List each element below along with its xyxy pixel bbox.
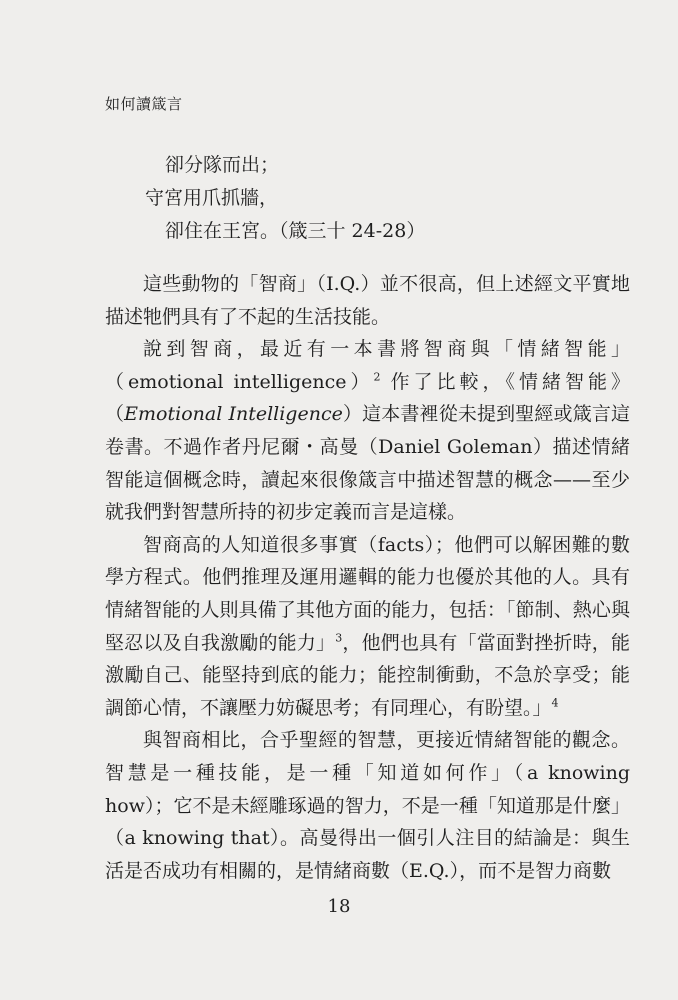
verse-line-1: 卻分隊而出； (165, 154, 280, 176)
paragraph-3-part-2: ，他們也具有「當面對挫折時，能激勵自己、能堅持到底的能力；能控制衝動，不急於享受；能調節心情，不讓壓力妨礙思考；有同理心，有盼望。」 (105, 631, 630, 719)
footnote-ref-3: 3 (335, 631, 343, 645)
footnote-ref-2: 2 (373, 370, 381, 384)
paragraph-2-part-1: 說到智商，最近有一本書將智商與「情緒智能」（emotional intelligence） (105, 338, 630, 393)
paragraph-4: 與智商相比，合乎聖經的智慧，更接近情緒智能的觀念。智慧是一種技能，是一種「知道如何作」（a knowing how）；它不是未經雕琢過的智力，不是一種「知道那是什麼」（a knowing that）。高曼得出一個引人注目的結論是：與生活是否成功有相關的，是情緒商數（E.Q.），而不是智力商數 (105, 729, 630, 882)
paragraph-3-part-1: 智商高的人知道很多事實（facts）；他們可以解困難的數學方程式。他們推理及運用邏輯的能力也優於其他的人。具有情緒智能的人則具備了其他方面的能力，包括：「節制、熱心與堅忍以及自我激勵的能力」 (105, 533, 630, 654)
body-text (105, 268, 630, 887)
book-title-italic: Emotional Intelligence (124, 403, 343, 426)
paragraph-3 (105, 529, 630, 725)
verse-line-2: 守宮用爪抓牆， (145, 187, 279, 209)
paragraph-2-part-3: ）這本書裡從未提到聖經或箴言這卷書。不過作者丹尼爾・高曼（Daniel Goleman）描述情緒智能這個概念時，讀起來很像箴言中描述智慧的概念——至少就我們對智慧所持的初步定義而言是這樣。 (105, 403, 630, 524)
paragraph-1: 這些動物的「智商」（I.Q.）並不很高，但上述經文平實地描述牠們具有了不起的生活技能。 (105, 273, 630, 328)
footnote-ref-4: 4 (551, 696, 559, 710)
paragraph-2 (105, 333, 630, 529)
running-header: 如何讀箴言 (105, 95, 183, 113)
paragraph-2-part-2: 作了比較，《情緒智能》（ (105, 370, 631, 426)
verse-line-3: 卻住在王宮。（箴三十 24-28） (165, 220, 426, 242)
page-number: 18 (327, 896, 351, 917)
